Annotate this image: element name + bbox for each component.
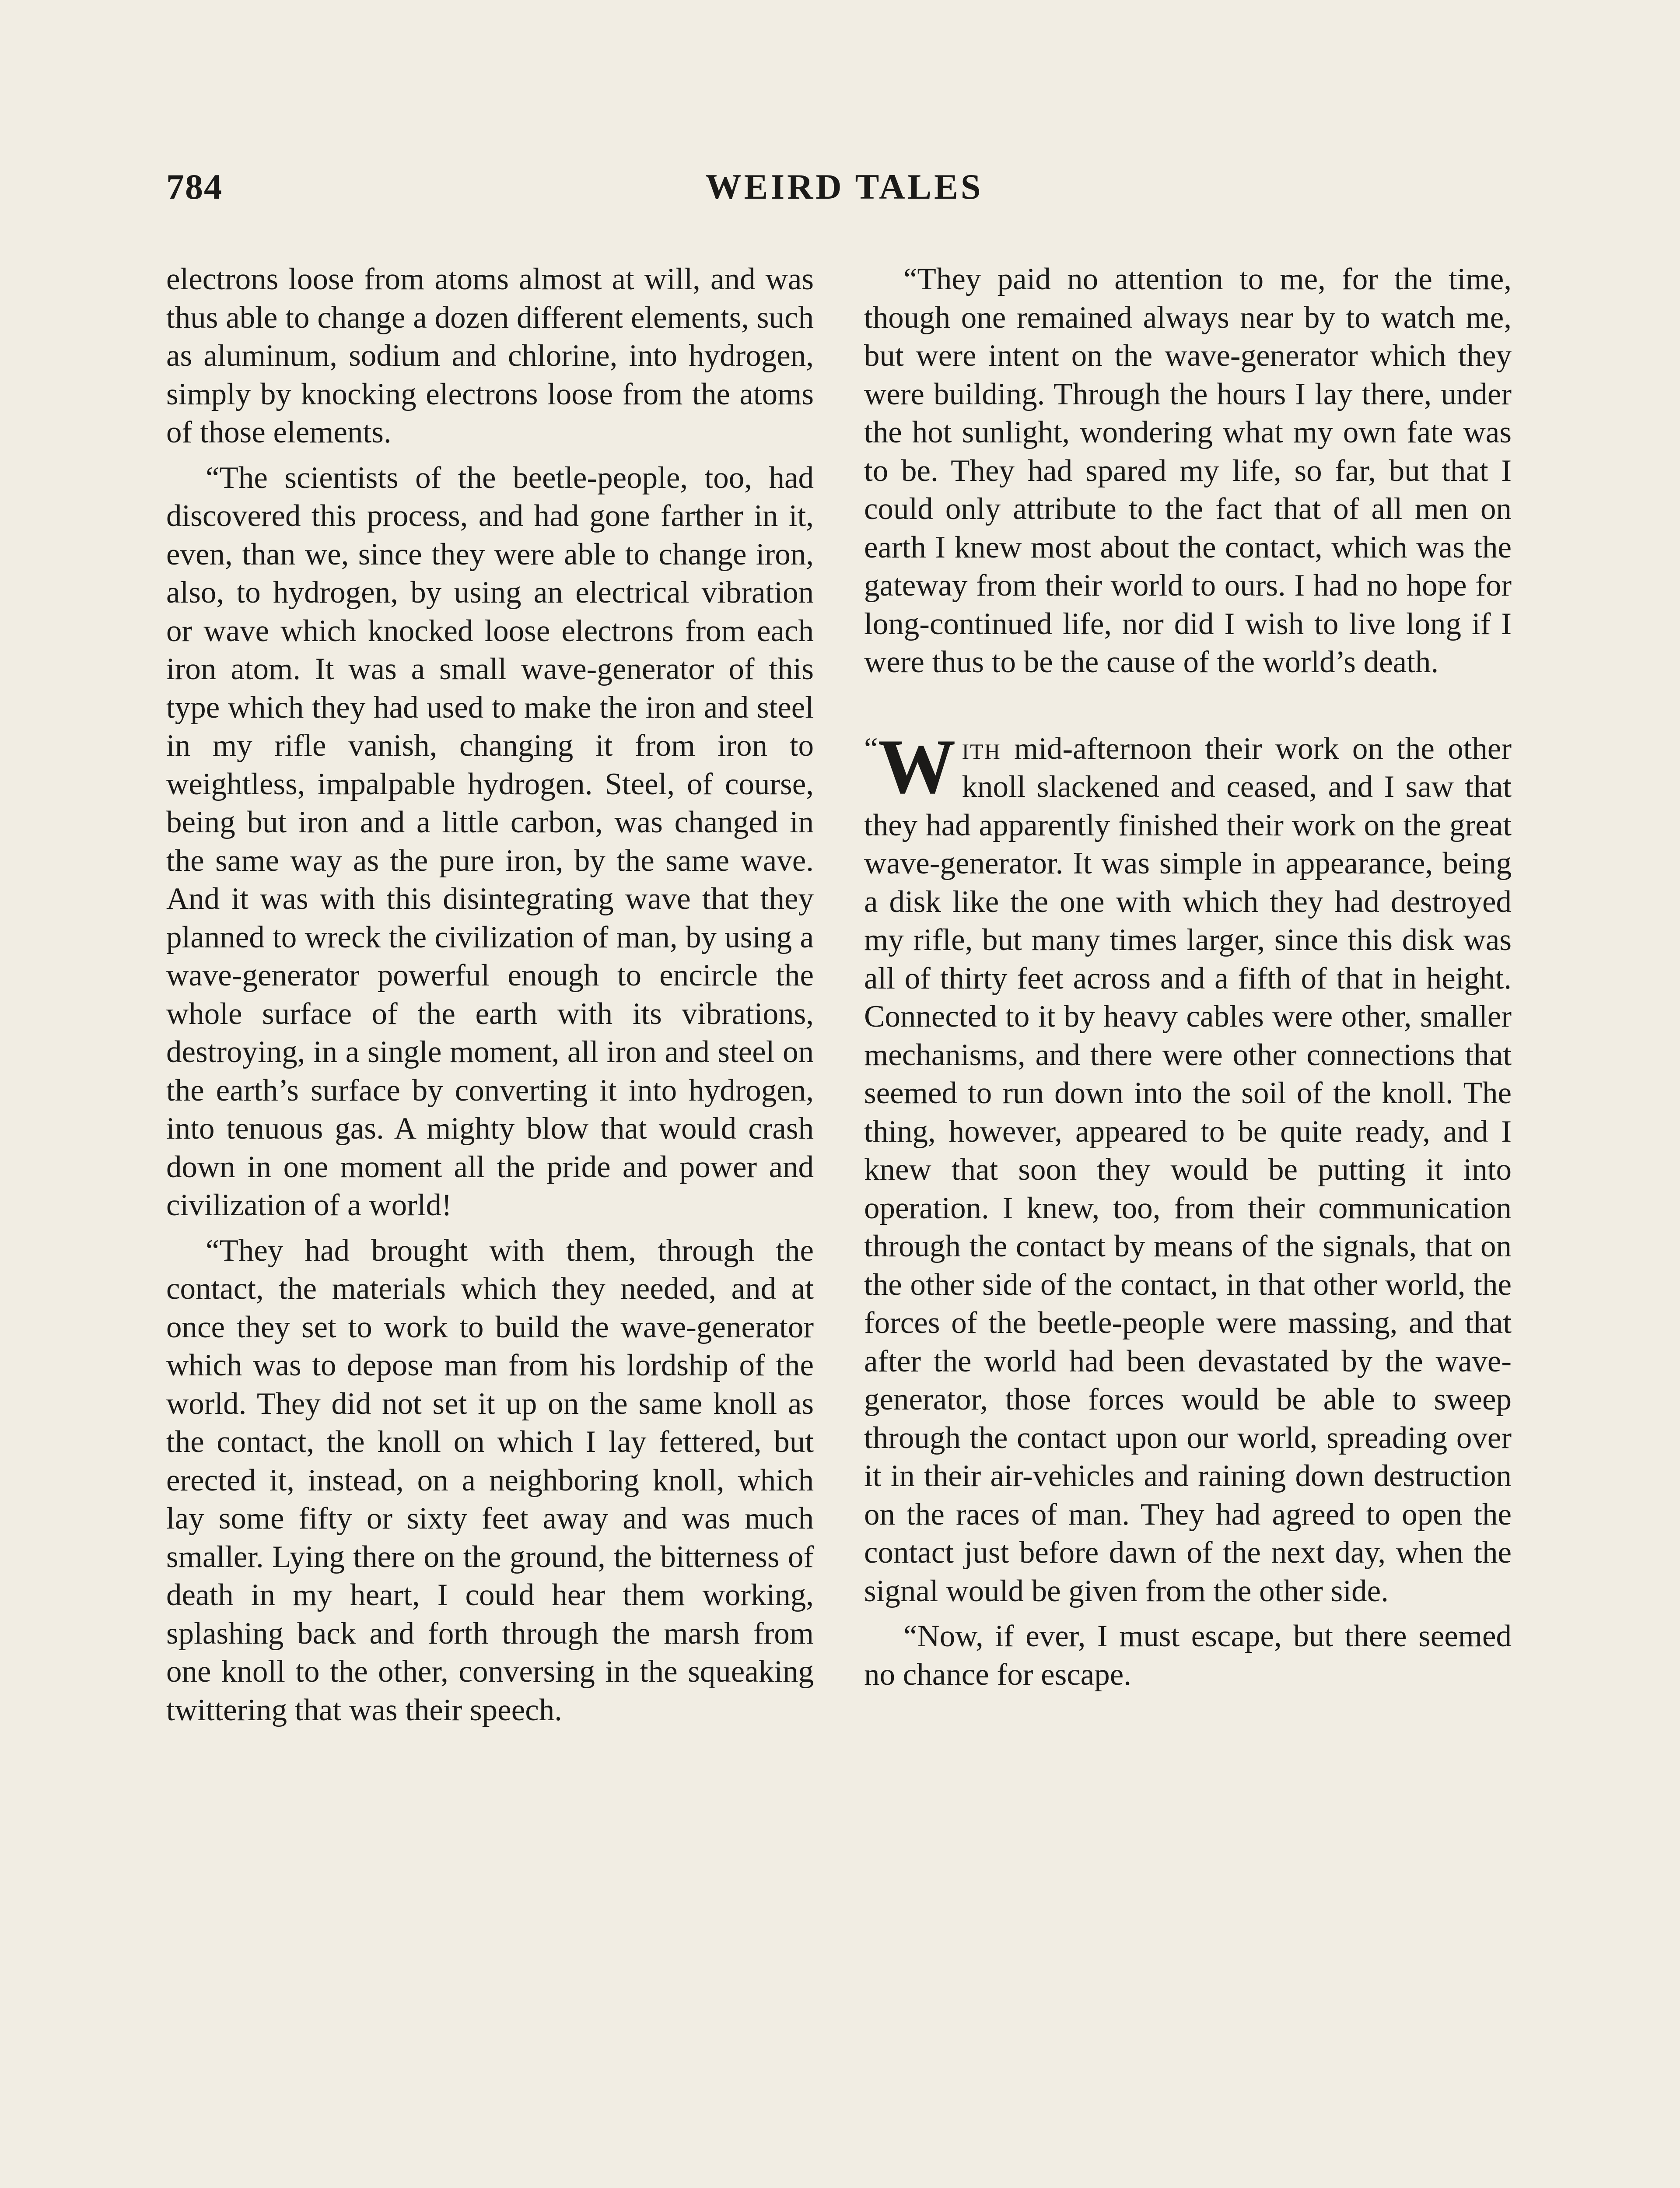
page-header [166, 166, 1522, 219]
paragraph-body: mid-afternoon their work on the other knoll slackened and ceased, and I saw that they had apparently finished their work on the great wave-generator. It was simple in appearance, being a disk like the one with which they had destroyed my rifle, but many times larger, since this disk was all of thirty feet across and a fifth of that in height. Connected to it by heavy cables were other, smaller mechanisms, and there were other connections that seemed to run down into the soil of the knoll. The thing, however, appeared to be quite ready, and I knew that soon they would be putting it into operation. I knew, too, from their communication through the contact by means of the signals, that on the other side of the contact, in that other world, the forces of the beetle-people were massing, and that after the world had been devastated by the wave-generator, those forces would be able to sweep through the contact upon our world, spreading over it in their air-vehicles and raining down destruction on the races of man. They had agreed to open the contact just before dawn of the next day, when the signal would be given from the other side. [864, 731, 1512, 1608]
paragraph: “They had brought with them, through the contact, the materials which they needed, and at once they set to work to build the wave-generator which was to depose man from his lordship of the world. They did not set it up on the same knoll as the contact, the knoll on which I lay fettered, but erected it, instead, on a neighboring knoll, which lay some fifty or sixty feet away and was much smaller. Lying there on the ground, the bitterness of death in my heart, I could hear them working, splashing back and forth through the marsh from one knoll to the other, conversing in the squeaking twittering that was their speech. [166, 1233, 814, 1727]
paragraph: “Now, if ever, I must escape, but there seemed no chance for escape. [864, 1619, 1512, 1692]
running-title: WEIRD TALES [705, 167, 984, 207]
opening-quote-mark: “ [864, 731, 878, 766]
section-opening-paragraph [864, 722, 1512, 1611]
left-column [166, 260, 814, 2188]
drop-cap: W [878, 722, 956, 810]
right-column [864, 260, 1512, 2188]
paragraph: “The scientists of the beetle-people, too, had discovered this process, and had gone farther in it, even, than we, since they were able to change iron, also, to hydrogen, by using an electrical vibration or wave which knocked loose electrons from each iron atom. It was a small wave-generator of this type which they had used to make the iron and steel in my rifle vanish, changing it from iron to weightless, impalpable hydrogen. Steel, of course, being but iron and a little carbon, was changed in the same way as the pure iron, by the same wave. And it was with this disintegrating wave that they planned to wreck the civilization of man, by using a wave-generator powerful enough to encircle the whole surface of the earth with its vibrations, destroying, in a single moment, all iron and steel on the earth’s surface by converting it into hydrogen, into tenuous gas. A mighty blow that would crash down in one moment all the pride and power and civilization of a world! [166, 460, 814, 1222]
paragraph: “They paid no attention to me, for the time, though one remained always near by to watch me, but were intent on the wave-generator which they were building. Through the hours I lay there, under the hot sunlight, wondering what my own fate was to be. They had spared my life, so far, but that I could only attribute to the fact that of all men on earth I knew most about the contact, which was the gateway from their world to ours. I had no hope for long-continued life, nor did I wish to live long if I were thus to be the cause of the world’s death. [864, 262, 1512, 679]
small-caps-lead: ith [962, 731, 1001, 766]
paragraph: electrons loose from atoms almost at will, and was thus able to change a dozen different elements, such as aluminum, sodium and chlorine, into hydrogen, simply by knocking electrons loose from the atoms of those elements. [166, 262, 814, 449]
page-number: 784 [166, 167, 223, 207]
